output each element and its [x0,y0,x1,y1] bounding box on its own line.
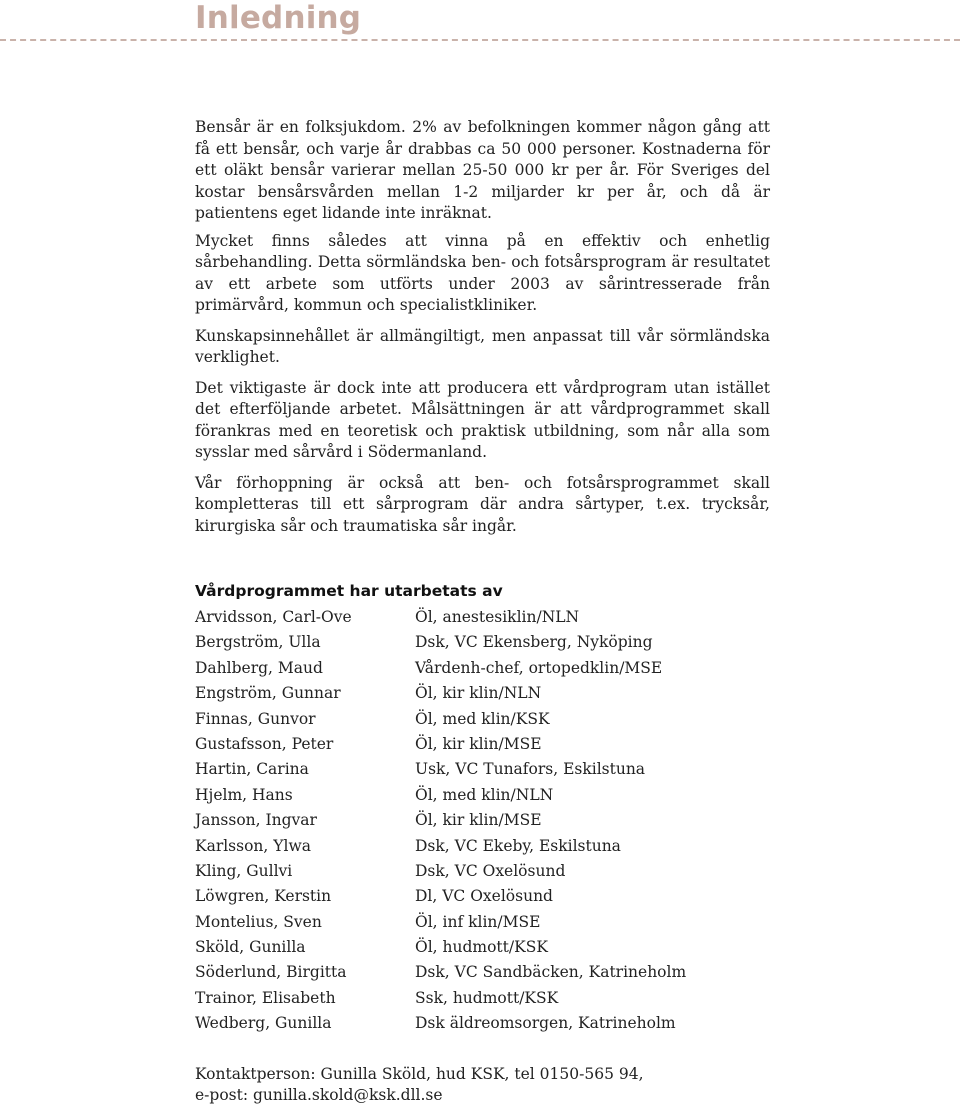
dashed-divider [0,39,960,41]
author-row [195,910,815,935]
author-role: Öl, inf klin/MSE [415,912,541,931]
author-name: Engström, Gunnar [195,684,341,703]
author-role: Öl, med klin/NLN [415,785,554,804]
author-role: Öl, kir klin/MSE [415,734,542,753]
author-name: Montelius, Sven [195,912,322,931]
author-role: Dsk, VC Sandbäcken, Katrineholm [415,963,687,982]
author-role: Dsk, VC Oxelösund [415,861,566,880]
author-name: Sköld, Gunilla [195,938,306,957]
author-name: Trainor, Elisabeth [195,988,336,1007]
author-name: Gustafsson, Peter [195,734,334,753]
author-row [195,884,815,909]
author-name: Hartin, Carina [195,760,309,779]
author-row [195,732,815,757]
author-row [195,808,815,833]
author-role: Usk, VC Tunafors, Eskilstuna [415,760,646,779]
author-name: Jansson, Ingvar [195,811,317,830]
author-name: Karlsson, Ylwa [195,836,311,855]
author-row [195,859,815,884]
intro-paragraph: Det viktigaste är dock inte att producera ett vårdprogram utan istället det efterföljande arbetet. Målsättningen är att vårdprogrammet skall förankras med en teoretisk och praktisk utbildning, som når alla som sysslar med sårvård i Södermanland. [195,378,770,461]
intro-paragraph: Vår förhoppning är också att ben- och fotsårsprogrammet skall kompletteras till ett sårprogram där andra sårtyper, t.ex. trycksår, kirurgiska sår och traumatiska sår ingår. [195,473,770,535]
contact-info [195,1064,644,1106]
author-name: Wedberg, Gunilla [195,1014,332,1033]
author-role: Ssk, hudmott/KSK [415,988,559,1007]
author-name: Arvidsson, Carl-Ove [195,608,352,626]
author-role: Öl, med klin/KSK [415,709,550,728]
author-role: Dl, VC Oxelösund [415,887,553,906]
intro-paragraph: Kunskapsinnehållet är allmängiltigt, men anpassat till vår sörmländska verklighet. [195,326,770,366]
intro-paragraph: Bensår är en folksjukdom. 2% av befolkningen kommer någon gång att få ett bensår, och varje år drabbas ca 50 000 personer. Kostnaderna för ett oläkt bensår varierar mellan 25-50 000 kr per år. För Sveriges del kostar bensårsvården mellan 1-2 miljarder kr per år, och då är patientens eget lidande inte inräknat. [195,118,770,222]
author-role: Vårdenh-chef, ortopedklin/MSE [415,658,663,677]
author-role: Dsk, VC Ekeby, Eskilstuna [415,836,621,855]
page-title: Inledning [195,0,362,36]
author-row [195,935,815,960]
author-row [195,630,815,655]
author-row [195,605,815,630]
contact-person: Kontaktperson: Gunilla Sköld, hud KSK, tel 0150-565 94, [195,1065,644,1083]
author-name: Söderlund, Birgitta [195,963,347,982]
contact-email: e-post: gunilla.skold@ksk.dll.se [195,1086,443,1104]
author-role: Dsk äldreomsorgen, Katrineholm [415,1014,676,1033]
author-row [195,960,815,985]
authors-list [195,605,815,1037]
author-row [195,681,815,706]
author-role: Öl, kir klin/MSE [415,811,542,830]
author-row [195,834,815,859]
author-name: Finnas, Gunvor [195,709,316,728]
author-row [195,656,815,681]
author-name: Hjelm, Hans [195,785,293,804]
author-row [195,757,815,782]
author-role: Öl, anestesiklin/NLN [415,608,580,626]
author-row [195,1011,815,1036]
authors-heading: Vårdprogrammet har utarbetats av [195,582,503,600]
author-role: Dsk, VC Ekensberg, Nyköping [415,633,653,652]
author-role: Öl, kir klin/NLN [415,684,542,703]
intro-paragraph: Mycket finns således att vinna på en effektiv och enhetlig sårbehandling. Detta sörmländska ben- och fotsårsprogram är resultatet av ett arbete som utförts under 2003 av sårintresserade från primärvård, kommun och specialistkliniker. [195,231,770,314]
author-row [195,986,815,1011]
author-name: Bergström, Ulla [195,633,321,652]
author-row [195,783,815,808]
author-name: Löwgren, Kerstin [195,887,332,906]
author-row [195,707,815,732]
intro-text [195,117,770,546]
author-name: Kling, Gullvi [195,861,293,880]
author-role: Öl, hudmott/KSK [415,938,548,957]
author-name: Dahlberg, Maud [195,658,323,677]
